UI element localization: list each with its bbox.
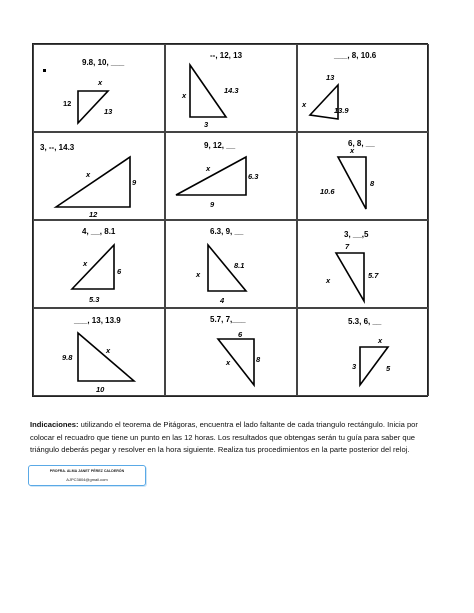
- problem-title: 5.7, 7,___: [210, 315, 246, 324]
- problem-card: [33, 308, 165, 396]
- problem-title: --, 12, 13: [210, 51, 243, 60]
- side-label: x: [326, 276, 331, 285]
- side-label: 8: [370, 179, 375, 188]
- problem-title: 9.8, 10, ___: [82, 58, 125, 67]
- side-label: x: [302, 100, 307, 109]
- side-label: 13: [104, 107, 113, 116]
- worksheet-grid: [32, 43, 428, 397]
- problem-card: [165, 220, 297, 308]
- side-label: x: [226, 358, 231, 367]
- problem-title: 3, __,5: [344, 230, 369, 239]
- side-label: 6: [117, 267, 122, 276]
- side-label: 5: [386, 364, 391, 373]
- triangle-shape: [336, 253, 364, 301]
- problem-title: ___, 8, 10.6: [334, 51, 377, 60]
- problem-card: [297, 132, 429, 220]
- problem-card: [297, 220, 429, 308]
- problem-title: 3, --, 14.3: [40, 143, 75, 152]
- instructions-paragraph: [30, 419, 444, 457]
- author-signature-box: [28, 465, 146, 486]
- author-name: PROFRA. ALMA JANET PÉREZ CALDERÓN: [49, 469, 125, 473]
- side-label: 4: [220, 296, 225, 305]
- problem-card: [165, 132, 297, 220]
- side-label: x: [106, 346, 111, 355]
- side-label: x: [196, 270, 201, 279]
- triangle-shape: [218, 339, 254, 385]
- side-label: x: [378, 336, 383, 345]
- instructions-text: utilizando el teorema de Pitágoras, encuentra el lado faltante de cada triangulo rectángulo. Inicia por colocar el recuadro que tiene un punto en las 12 horas. Los resultados que obtengas serán tu guía para saber que triángulo deberás pegar y resolver en la hora siguiente. Realiza tus procedimientos en la parte posterior del reloj.: [30, 420, 418, 454]
- side-label: 8: [256, 355, 261, 364]
- triangle-shape: [56, 157, 130, 207]
- side-label: 3: [204, 120, 209, 129]
- problem-card: [33, 132, 165, 220]
- problem-title: 6, 8, __: [348, 139, 375, 148]
- instructions-label: Indicaciones:: [30, 420, 79, 429]
- side-label: 9: [132, 178, 137, 187]
- side-label: 5.3: [89, 295, 100, 304]
- side-label: 6.3: [248, 172, 259, 181]
- side-label: 8.1: [234, 261, 245, 270]
- side-label: 14.3: [224, 86, 239, 95]
- problem-title: 4, __, 8.1: [82, 227, 116, 236]
- side-label: 5.7: [368, 271, 379, 280]
- side-label: x: [86, 170, 91, 179]
- problem-card: [297, 44, 429, 132]
- side-label: x: [98, 78, 103, 87]
- author-email: AJPC3804@gmail.com: [66, 477, 108, 482]
- side-label: 3: [352, 362, 357, 371]
- problem-card: [165, 308, 297, 396]
- triangle-shape: [190, 65, 226, 117]
- side-label: x: [182, 91, 187, 100]
- triangle-shape: [338, 157, 366, 209]
- problem-card: [297, 308, 429, 396]
- side-label: 6: [238, 330, 243, 339]
- side-label: x: [83, 259, 88, 268]
- problem-title: ___, 13, 13.9: [74, 316, 121, 325]
- side-label: 9: [210, 200, 215, 209]
- triangle-shape: [78, 333, 134, 381]
- side-label: 10: [96, 385, 105, 394]
- problem-card: [33, 220, 165, 308]
- problem-card: [33, 44, 165, 132]
- side-label: 10.6: [320, 187, 335, 196]
- side-label: x: [350, 146, 355, 155]
- side-label: 12: [89, 210, 98, 219]
- problem-card: [165, 44, 297, 132]
- side-label: 13: [326, 73, 335, 82]
- problem-title: 6.3, 9, __: [210, 227, 244, 236]
- side-label: x: [206, 164, 211, 173]
- triangle-shape: [360, 347, 388, 385]
- problem-title: 9, 12, __: [204, 141, 236, 150]
- side-label: 9.8: [62, 353, 73, 362]
- triangle-shape: [72, 245, 114, 289]
- problem-title: 5.3, 6, __: [348, 317, 382, 326]
- side-label: 7: [345, 242, 350, 251]
- triangle-shape: [176, 157, 246, 195]
- side-label: 13.9: [334, 106, 349, 115]
- side-label: 12: [63, 99, 72, 108]
